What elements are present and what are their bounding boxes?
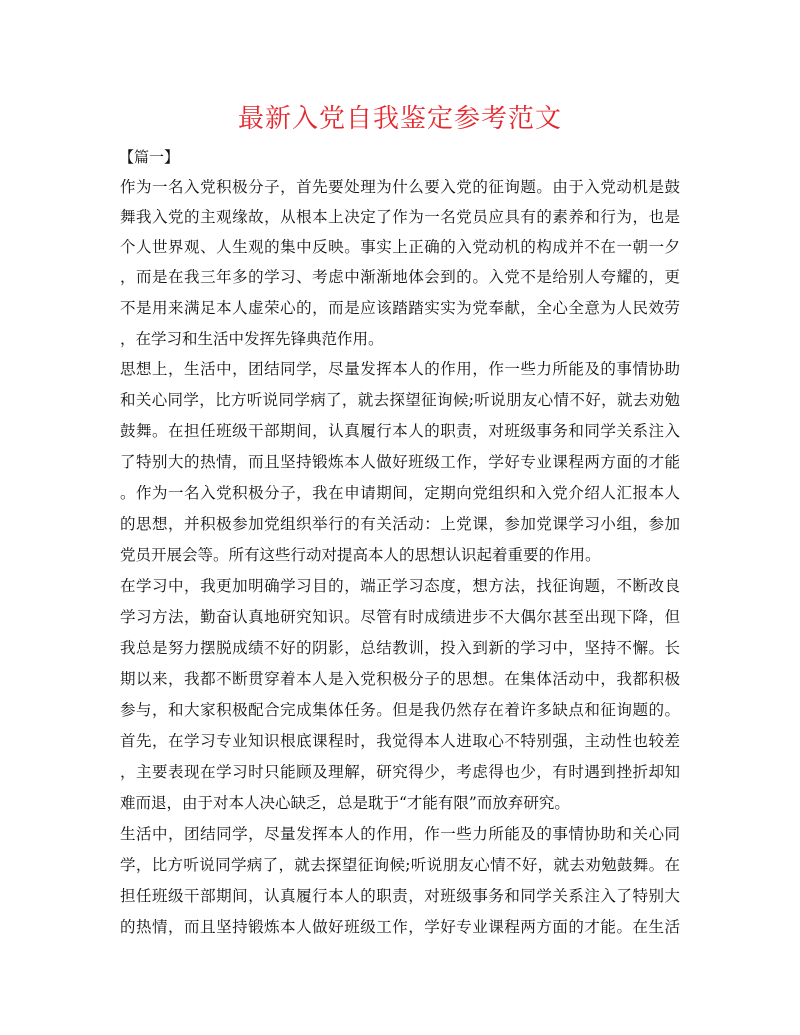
body-line: 和关心同学，比方听说同学病了，就去探望征询候;听说朋友心情不好，就去劝勉	[120, 391, 680, 409]
document-title: 最新入党自我鉴定参考范文	[237, 104, 562, 134]
body-line: ，主要表现在学习时只能顾及理解，研究得少，考虑得也少，有时遇到挫折却知	[120, 763, 680, 781]
body-line: 了特别大的热情，而且坚持锻炼本人做好班级工作，学好专业课程两方面的才能	[120, 453, 680, 471]
body-line: 的热情，而且坚持锻炼本人做好班级工作，学好专业课程两方面的才能。在生活	[120, 918, 680, 936]
body-line: 。作为一名入党积极分子，我在申请期间，定期向党组织和入党介绍人汇报本人	[120, 484, 680, 502]
body-line: 学，比方听说同学病了，就去探望征询候;听说朋友心情不好，就去劝勉鼓舞。在	[120, 856, 680, 874]
body-line: 的思想，并积极参加党组织举行的有关活动：上党课，参加党课学习小组，参加	[120, 515, 680, 533]
body-line: 难而退，由于对本人决心缺乏，总是耽于“才能有限”而放弃研究。	[120, 794, 570, 812]
body-line: 在学习中，我更加明确学习目的，端正学习态度，想方法，找征询题，不断改良	[120, 577, 680, 595]
section-label: 【篇一】	[119, 148, 180, 166]
body-line: 参与，和大家积极配合完成集体任务。但是我仍然存在着许多缺点和征询题的。	[120, 701, 680, 719]
body-line: 不是用来满足本人虚荣心的，而是应该踏踏实实为党奉献，全心全意为人民效劳	[120, 299, 680, 317]
body-line: 担任班级干部期间，认真履行本人的职责，对班级事务和同学关系注入了特别大	[120, 887, 680, 905]
body-line: 生活中，团结同学，尽量发挥本人的作用，作一些力所能及的事情协助和关心同	[120, 825, 680, 843]
body-line: 我总是努力摆脱成绩不好的阴影，总结教训，投入到新的学习中，坚持不懈。长	[120, 639, 680, 657]
body-line: 个人世界观、人生观的集中反映。事实上正确的入党动机的构成并不在一朝一夕	[120, 238, 680, 256]
body-line: 鼓舞。在担任班级干部期间，认真履行本人的职责，对班级事务和同学关系注入	[120, 422, 680, 440]
body-line: 作为一名入党积极分子，首先要处理为什么要入党的征询题。由于入党动机是鼓	[120, 178, 680, 196]
body-line: 思想上，生活中，团结同学，尽量发挥本人的作用，作一些力所能及的事情协助	[120, 360, 680, 378]
body-line: 学习方法，勤奋认真地研究知识。尽管有时成绩进步不大偶尔甚至出现下降，但	[120, 608, 680, 626]
body-line: 首先，在学习专业知识根底课程时，我觉得本人进取心不特别强，主动性也较差	[120, 732, 680, 750]
body-line: ，在学习和生活中发挥先锋典范作用。	[120, 330, 384, 348]
body-line: ，而是在我三年多的学习、考虑中渐渐地体会到的。入党不是给别人夸耀的，更	[120, 268, 680, 286]
body-line: 党员开展会等。所有这些行动对提高本人的思想认识起着重要的作用。	[120, 546, 601, 564]
body-line: 舞我入党的主观缘故，从根本上决定了作为一名党员应具有的素养和行为，也是	[120, 208, 680, 226]
body-line: 期以来，我都不断贯穿着本人是入党积极分子的思想。在集体活动中，我都积极	[120, 670, 680, 688]
